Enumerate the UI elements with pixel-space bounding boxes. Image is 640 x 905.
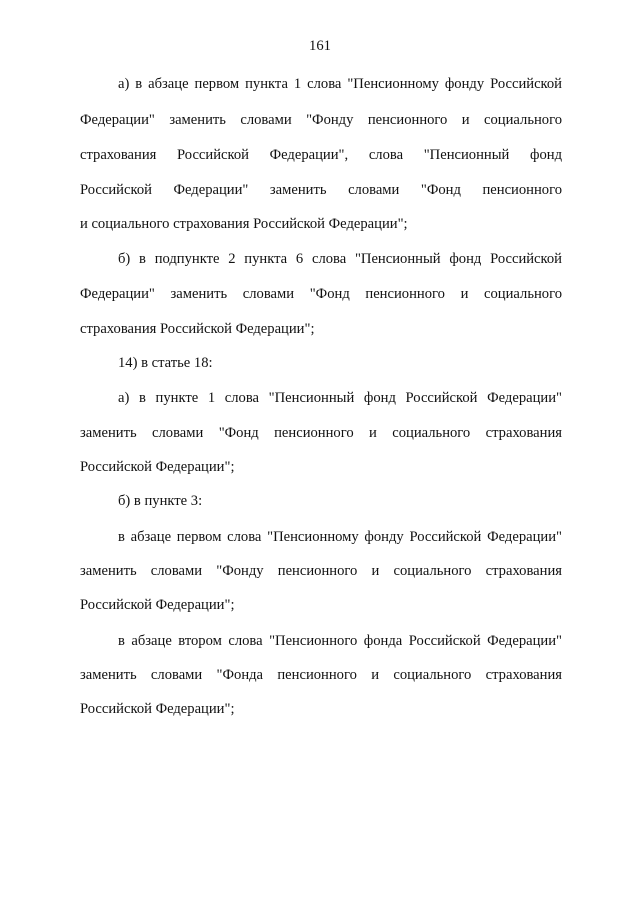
text-line: Российской Федерации";	[80, 459, 235, 475]
text-line: 14) в статье 18:	[118, 355, 213, 371]
text-line: б) в пункте 3:	[118, 493, 203, 509]
page-number: 161	[309, 38, 331, 54]
text-line: Российской Федерации";	[80, 597, 235, 613]
text-line: Федерации" заменить словами "Фонду пенсионного и социального	[80, 112, 562, 128]
text-line: а) в абзаце первом пункта 1 слова "Пенсионному фонду Российской	[118, 76, 562, 92]
text-line: заменить словами "Фонда пенсионного и социального страхования	[80, 667, 562, 683]
text-line: страхования Российской Федерации";	[80, 321, 315, 337]
text-line: и социального страхования Российской Федерации";	[80, 216, 408, 232]
text-line: Федерации" заменить словами "Фонд пенсионного и социального	[80, 286, 562, 302]
text-line: заменить словами "Фонд пенсионного и социального страхования	[80, 425, 562, 441]
text-line: страхования Российской Федерации", слова "Пенсионный фонд	[80, 147, 562, 163]
text-line: Российской Федерации";	[80, 701, 235, 717]
text-line: заменить словами "Фонду пенсионного и социального страхования	[80, 563, 562, 579]
text-line: а) в пункте 1 слова "Пенсионный фонд Российской Федерации"	[118, 390, 562, 406]
text-line: Российской Федерации" заменить словами "Фонд пенсионного	[80, 182, 562, 198]
text-line: в абзаце втором слова "Пенсионного фонда Российской Федерации"	[118, 633, 562, 649]
text-line: б) в подпункте 2 пункта 6 слова "Пенсионный фонд Российской	[118, 251, 562, 267]
text-line: в абзаце первом слова "Пенсионному фонду Российской Федерации"	[118, 529, 562, 545]
